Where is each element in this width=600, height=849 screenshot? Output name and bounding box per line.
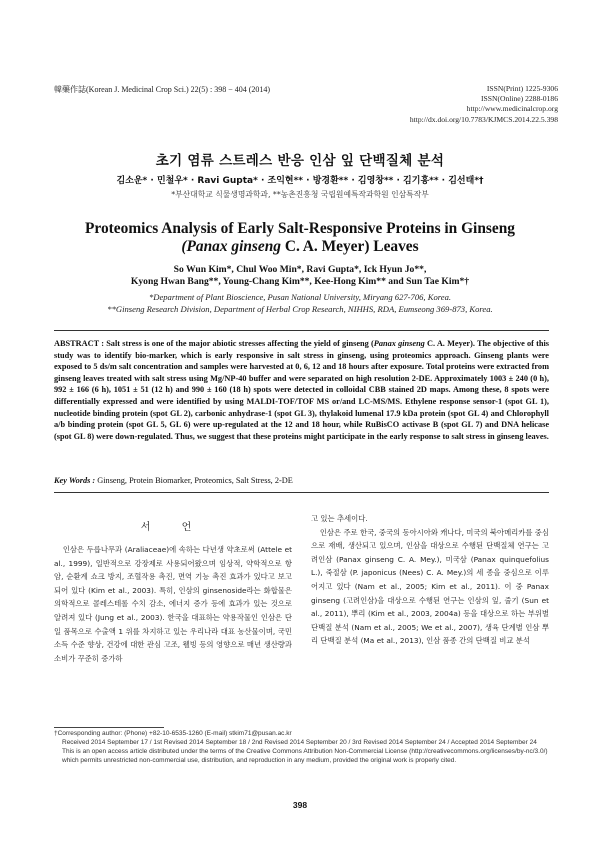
divider-bottom	[54, 492, 549, 493]
doi-link[interactable]: http://dx.doi.org/10.7783/KJMCS.2014.22.5.398	[409, 114, 558, 124]
journal-identifiers	[410, 84, 558, 125]
abstract-text-1: Salt stress is one of the major abiotic stresses affecting the yield of ginseng (	[104, 339, 374, 348]
english-authors	[60, 264, 540, 289]
keywords	[54, 475, 549, 486]
species-name: (Panax ginseng	[181, 238, 281, 255]
journal-url[interactable]: http://www.medicinalcrop.org	[466, 104, 558, 114]
abstract-label: ABSTRACT :	[54, 339, 104, 348]
english-affiliation-line2: **Ginseng Research Division, Department of Herbal Crop Research, NIHHS, RDA, Eumseong 369-873, Korea.	[107, 304, 493, 314]
body-right-column	[311, 512, 549, 648]
english-affiliation	[40, 291, 560, 315]
english-title-line1: Proteomics Analysis of Early Salt-Responsive Proteins in Ginseng	[85, 220, 515, 237]
intro-paragraph-1: 인삼은 두릅나무과 (Araliaceae)에 속하는 다년생 약초로써 (Attele et al., 1999), 일반적으로 강장제로 사용되어왔으며 임상적, 약학적으로 항암, 순환계 쇼크 방지, 조혈작용 촉진, 면역 기능 촉진 효과가 있다고 보고되어 있다 (Kim et al., 2003). 특히, 인삼의 ginsenoside라는 화합물은 의학적으로 콜레스테롤 수치 감소, 에너지 증가 등에 효과가 있는 것으로 알려져 있다 (Jung et al., 2003). 한국을 대표하는 약용작물인 인삼은 단일 품목으로 수출액 1 위를 차지하고 있는 우리나라 대표 농산물이며, 국민 소득 수준 향상, 건강에 대한 관심 고조, 웰빙 등의 영향으로 매년 생산량과 소비가 꾸준히 증가하	[54, 545, 292, 663]
english-authors-line2: Kyong Hwan Bang**, Young-Chang Kim**, Kee-Hong Kim** and Sun Tae Kim*†	[130, 276, 470, 288]
korean-title: 초기 염류 스트레스 반응 인삼 잎 단백질체 분석	[155, 153, 445, 169]
english-title-line2	[60, 238, 540, 256]
corresponding-author: †Corresponding author: (Phone) +82-10-6535-1260 (E-mail) stkim71@pusan.ac.kr	[54, 730, 292, 737]
footnote-divider	[54, 727, 164, 728]
intro-paragraph-continued: 고 있는 추세이다.	[311, 514, 368, 523]
abstract-species: Panax ginseng	[373, 339, 425, 348]
issn-online: ISSN(Online) 2288-0186	[481, 94, 558, 104]
divider-top	[54, 330, 549, 331]
license-statement: This is an open access article distributed under the terms of the Creative Commons Attribution Non-Commercial License (http://creativecommons.org/licenses/by-nc/3.0/) which permits unrestricted non-commercial use, distribution, and reproduction in any medium, provided the original work is properly cited.	[62, 747, 548, 764]
title-line2-rest: C. A. Meyer) Leaves	[281, 238, 419, 255]
abstract-text-2: C. A. Meyer). The objective of this study was to identify bio-marker, which is early responsive in salt stress in ginseng, using proteomics approach. Ginseng plants were exposed to 5 ds/m salt concentration and samples were harvested at 0, 6, 12 and 18 hours after exposure. Total proteins were extracted from ginseng leaves treated with salt stress using Mg/NP-40 buffer and were separated on high resolution 2-DE. Approximately 1003 ± 240 (0 h), 992 ± 166 (6 h), 1051 ± 51 (12 h) and 990 ± 160 (18 h) spots were detected in colloidal CBB stained 2D maps. Among these, 8 spots were differentially expressed and were identified by using MALDI-TOF/TOF MS or/and LC-MS/MS. Ethylene response sensor-1 (spot GL 1), nucleotide binding protein (spot GL 2), carbonic anhydrase-1 (spot GL 3), thylakoid lumenal 17.9 kDa protein (spot GL 4) and Chlorophyll a/b binding protein (spot GL 5, GL 6) were up-regulated at the 12 and 18 hour, while RuBisCO activase B (spot GL 7) and DNA helicase (spot GL 8) were down-regulated. Thus, we suggest that these proteins might participate in the early response to salt stress in ginseng leaves.	[54, 339, 549, 441]
journal-citation: 韓藥作誌(Korean J. Medicinal Crop Sci.) 22(5) : 398 − 404 (2014)	[54, 85, 271, 94]
intro-paragraph-2: 인삼은 주로 한국, 중국의 동아시아와 캐나다, 미국의 북아메리카를 중심으로 재배, 생산되고 있으며, 인삼을 대상으로 수행된 단백질체 연구는 고려인삼 (Panax ginseng C. A. Mey.), 미국삼 (Panax quinquefolius L.), 죽절삼 (P. japonicus (Nees) C. A. Mey.)의 세 종을 중심으로 이루어지고 있다 (Nam et al., 2005; Kim et al., 2011). 이 중 Panax ginseng (고려인삼)을 대상으로 수행된 연구는 인삼의 잎, 줄기 (Sun et al., 2011), 뿌리 (Kim et al., 2003, 2004a) 등을 대상으로 하는 부위별 단백질 분석 (Nam et al., 2005; We et al., 2007), 생육 단계별 인삼 뿌리 단백질 분석 (Ma et al., 2013), 인삼 품종 간의 단백질 비교 분석	[311, 527, 549, 646]
abstract	[54, 338, 549, 442]
page-number: 398	[292, 800, 308, 810]
issn-print: ISSN(Print) 1225-9306	[486, 84, 558, 93]
body-left-column	[54, 543, 292, 665]
english-authors-line1: So Wun Kim*, Chul Woo Min*, Ravi Gupta*, Ick Hyun Jo**,	[173, 264, 427, 275]
korean-authors: 김소운* · 민철우* · Ravi Gupta* · 조익현** · 방경환** · 김영창** · 김기홍** · 김선태*†	[116, 176, 484, 186]
keywords-text: Ginseng, Protein Biomarker, Proteomics, Salt Stress, 2-DE	[95, 476, 293, 485]
footnote	[54, 730, 549, 766]
received-dates: Received 2014 September 17 / 1st Revised 2014 September 18 / 2nd Revised 2014 September 20 / 3rd Revised 2014 September 24 / Accepted 2014 September 24	[62, 738, 537, 746]
keywords-label: Key Words :	[54, 476, 96, 485]
english-affiliation-line1: *Department of Plant Bioscience, Pusan National University, Miryang 627-706, Korea.	[148, 292, 452, 302]
section-title: 서 언	[140, 522, 206, 533]
korean-affiliation: *부산대학교 식물생명과학과, **농촌진흥청 국립원예특작과학원 인삼특작부	[171, 190, 429, 199]
english-title	[60, 220, 540, 256]
